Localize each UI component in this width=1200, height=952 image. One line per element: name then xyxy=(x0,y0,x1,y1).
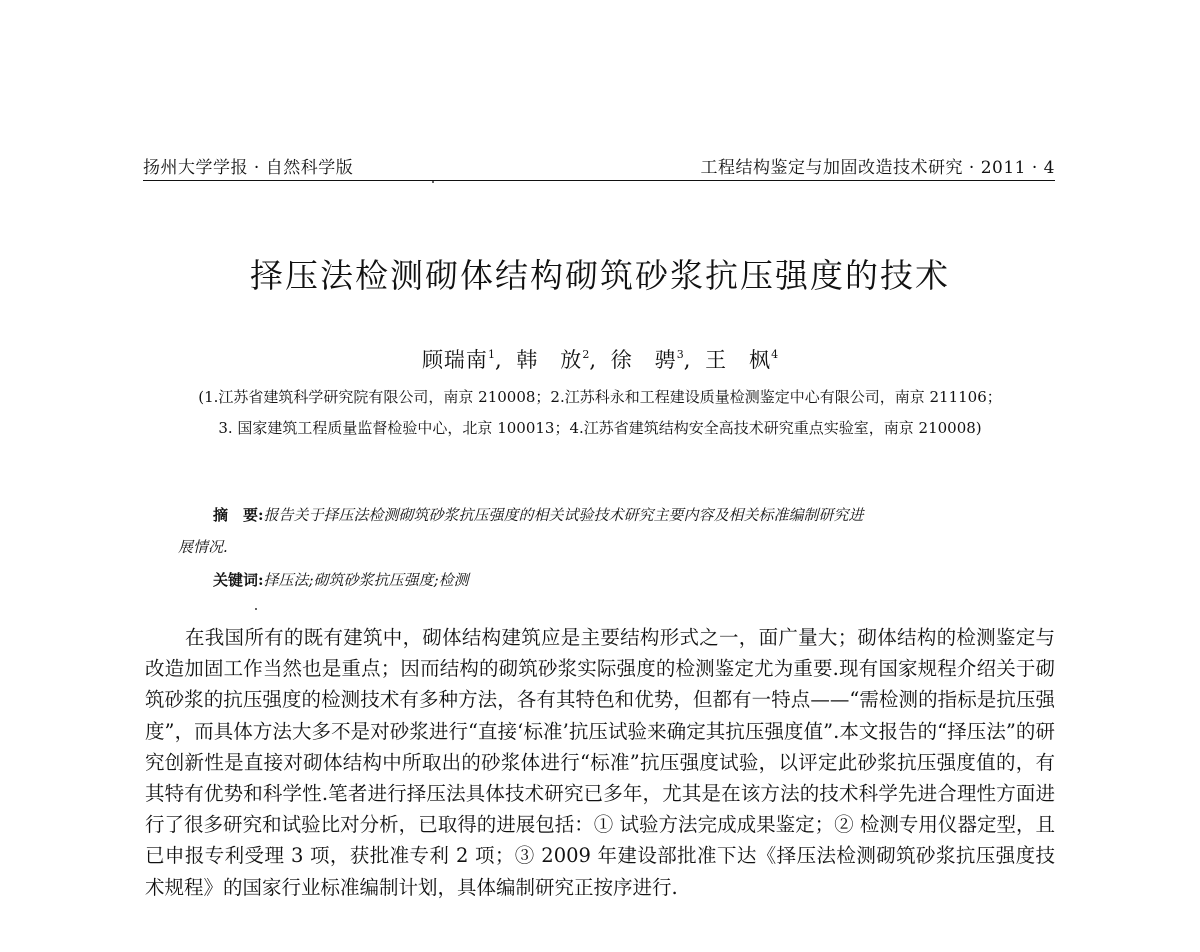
author-name: 徐 骋 xyxy=(610,348,677,372)
abstract-text: 报告关于择压法检测砌筑砂浆抗压强度的相关试验技术研究主要内容及相关标准编制研究进 xyxy=(263,506,864,524)
scan-speck xyxy=(255,608,257,610)
author-separator: , xyxy=(683,348,692,372)
author-separator: , xyxy=(494,348,503,372)
keywords-label: 关键词: xyxy=(213,571,264,589)
affiliation-line: 3. 国家建筑工程质量监督检验中心，北京 100013；4.江苏省建筑结构安全高技术研究重点实验室，南京 210008) xyxy=(218,419,982,437)
header-rule xyxy=(143,180,1055,181)
keywords xyxy=(213,569,469,590)
paper-title: 择压法检测砌体结构砌筑砂浆抗压强度的技术 xyxy=(250,256,950,295)
journal-name: 扬州大学学报 · 自然科学版 xyxy=(143,158,354,178)
author-affil-mark: 4 xyxy=(771,348,779,361)
abstract-text-continued: 展情况. xyxy=(178,538,228,556)
author-affil-mark: 2 xyxy=(582,348,590,361)
abstract-label: 摘 要: xyxy=(213,506,264,524)
author xyxy=(516,348,597,372)
body-paragraph: 在我国所有的既有建筑中，砌体结构建筑应是主要结构形式之一，面广量大；砌体结构的检测鉴定与改造加固工作当然也是重点；因而结构的砌筑砂浆实际强度的检测鉴定尤为重要.现有国家规程介绍关于砌筑砂浆的抗压强度的检测技术有多种方法，各有其特色和优势，但都有一特点——“需检测的指标是抗压强度”，而具体方法大多不是对砂浆进行“直接‘标准’抗压试验来确定其抗压强度值”.本文报告的“择压法”的研究创新性是直接对砌体结构中所取出的砂浆体进行“标准”抗压强度试验，以评定此砂浆抗压强度值的，有其特有优势和科学性.笔者进行择压法具体技术研究已多年，尤其是在该方法的技术科学先进合理性方面进行了很多研究和试验比对分析，已取得的进展包括：① 试验方法完成成果鉴定；② 检测专用仪器定型，且已申报专利受理 3 项，获批准专利 2 项；③ 2009 年建设部批准下达《择压法检测砌筑砂浆抗压强度技术规程》的国家行业标准编制计划，具体编制研究正按序进行. xyxy=(145,626,1055,899)
issue-info: 工程结构鉴定与加固改造技术研究 · 2011 · 4 xyxy=(700,158,1055,178)
author-name: 顾瑞南 xyxy=(421,348,488,372)
author-name: 王 枫 xyxy=(705,348,772,372)
author-affil-mark: 1 xyxy=(487,348,495,361)
author-affil-mark: 3 xyxy=(676,348,684,361)
author-name: 韩 放 xyxy=(516,348,583,372)
scan-speck xyxy=(432,181,434,183)
affiliation-line: (1.江苏省建筑科学研究院有限公司，南京 210008；2.江苏科永和工程建设质量检测鉴定中心有限公司，南京 211106； xyxy=(198,388,1002,406)
abstract xyxy=(213,504,864,525)
keywords-text: 择压法;砌筑砂浆抗压强度;检测 xyxy=(263,571,469,589)
author xyxy=(611,348,692,372)
author-separator: , xyxy=(589,348,597,372)
author-list xyxy=(0,344,1200,374)
author xyxy=(705,348,778,372)
author xyxy=(422,348,503,372)
